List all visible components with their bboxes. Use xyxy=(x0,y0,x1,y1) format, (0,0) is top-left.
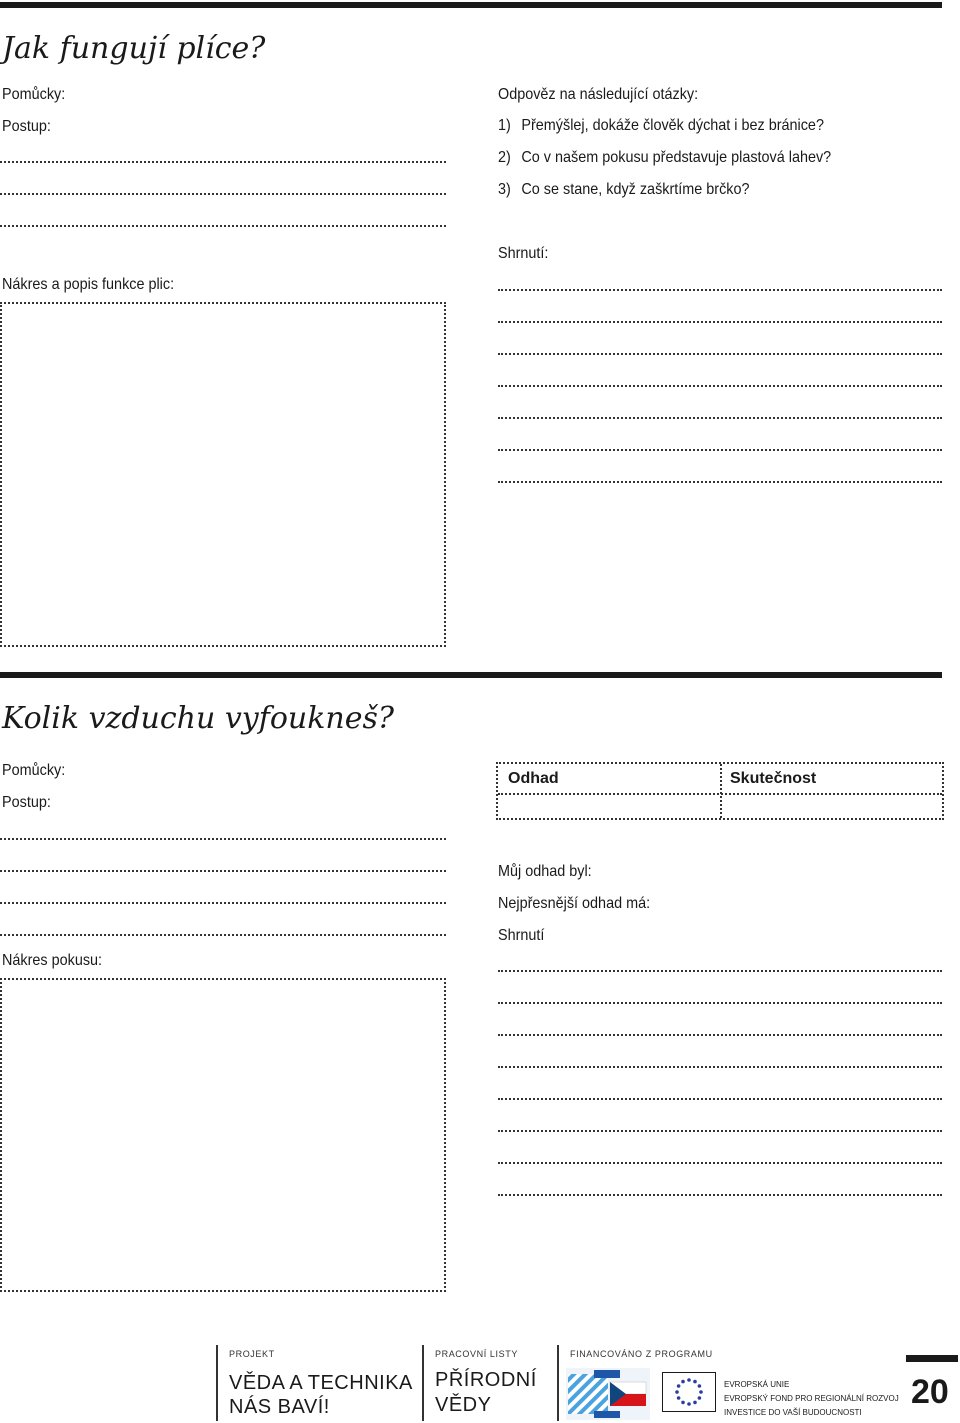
footer-worksheets-name-1: PŘÍRODNÍ xyxy=(435,1369,537,1391)
section1-summary-line-5[interactable] xyxy=(498,417,942,419)
section2-summary-line-7[interactable] xyxy=(498,1162,942,1164)
section2-summary-line-5[interactable] xyxy=(498,1098,942,1100)
footer-project-name-1: VĚDA A TECHNIKA xyxy=(229,1372,413,1394)
section2-summary-label: Shrnutí xyxy=(498,927,545,944)
my-guess-label: Můj odhad byl: xyxy=(498,863,592,880)
section1-summary-line-6[interactable] xyxy=(498,449,942,451)
section2-drawing-label: Nákres pokusu: xyxy=(2,952,103,969)
question-2 xyxy=(498,148,831,168)
eu-line-2: EVROPSKÝ FOND PRO REGIONÁLNÍ ROZVOJ xyxy=(724,1394,899,1403)
section1-summary-line-7[interactable] xyxy=(498,481,942,483)
question-number: 2) xyxy=(498,149,511,166)
footer-separator-1 xyxy=(216,1345,218,1421)
section2-postup-line-2[interactable] xyxy=(0,870,446,872)
footer-project-label: PROJEKT xyxy=(229,1349,275,1359)
section2-pomucky-label: Pomůcky: xyxy=(2,762,66,779)
section2-summary-line-1[interactable] xyxy=(498,970,942,972)
section1-title: Jak fungují plíce? xyxy=(2,31,266,66)
estimate-table xyxy=(496,762,944,820)
estimate-table-header-skutecnost xyxy=(730,769,816,789)
section2-summary-line-8[interactable] xyxy=(498,1194,942,1196)
estimate-table-header-odhad xyxy=(508,769,559,789)
section2-postup-line-3[interactable] xyxy=(0,902,446,904)
section1-pomucky-label: Pomůcky: xyxy=(2,86,66,103)
czech-flag-icon xyxy=(610,1382,646,1406)
section1-postup-line-3[interactable] xyxy=(0,225,446,227)
section1-postup-line-1[interactable] xyxy=(0,161,446,163)
section1-drawing-label: Nákres a popis funkce plic: xyxy=(2,276,175,293)
section1-postup-label: Postup: xyxy=(2,118,51,135)
section2-postup-line-4[interactable] xyxy=(0,934,446,936)
section2-drawing-box[interactable] xyxy=(0,978,446,1292)
question-number: 3) xyxy=(498,181,511,198)
section2-summary-line-3[interactable] xyxy=(498,1034,942,1036)
eu-line-3: INVESTICE DO VAŠÍ BUDOUCNOSTI xyxy=(724,1408,862,1417)
section2-top-bar xyxy=(0,672,942,678)
section1-summary-line-3[interactable] xyxy=(498,353,942,355)
footer-funding-label: FINANCOVÁNO Z PROGRAMU xyxy=(570,1349,713,1359)
eu-line-1: EVROPSKÁ UNIE xyxy=(724,1380,790,1389)
section1-summary-line-2[interactable] xyxy=(498,321,942,323)
question-text: Co v našem pokusu představuje plastová lahev? xyxy=(521,149,832,166)
footer-worksheets-name-2: VĚDY xyxy=(435,1394,492,1416)
section1-summary-line-1[interactable] xyxy=(498,289,942,291)
section1-summary-label: Shrnutí: xyxy=(498,245,549,262)
question-3 xyxy=(498,180,749,200)
eu-flag-icon xyxy=(662,1372,716,1412)
best-guess-label: Nejpřesnější odhad má: xyxy=(498,895,651,912)
section1-postup-line-2[interactable] xyxy=(0,193,446,195)
footer-worksheets-label: PRACOVNÍ LISTY xyxy=(435,1349,518,1359)
estimate-table-cell-skutecnost[interactable] xyxy=(722,795,942,818)
footer-project-name-2: NÁS BAVÍ! xyxy=(229,1396,330,1418)
section1-summary-line-4[interactable] xyxy=(498,385,942,387)
section1-top-bar xyxy=(0,2,942,8)
estimate-table-header-text: Odhad xyxy=(508,770,559,787)
page-number-bar xyxy=(906,1355,958,1362)
question-number: 1) xyxy=(498,117,511,134)
section1-questions-intro: Odpověz na následující otázky: xyxy=(498,86,699,103)
section2-summary-line-4[interactable] xyxy=(498,1066,942,1068)
section2-summary-line-6[interactable] xyxy=(498,1130,942,1132)
section2-summary-line-2[interactable] xyxy=(498,1002,942,1004)
section2-title: Kolik vzduchu vyfoukneš? xyxy=(2,701,394,736)
question-1 xyxy=(498,116,824,136)
estimate-table-header-text: Skutečnost xyxy=(730,770,817,787)
estimate-table-cell-odhad[interactable] xyxy=(498,795,720,818)
footer-separator-3 xyxy=(557,1345,559,1421)
bavarian-lozenges xyxy=(568,1374,608,1414)
footer-separator-2 xyxy=(422,1345,424,1421)
cross-border-program-logo xyxy=(566,1368,650,1420)
section2-postup-label: Postup: xyxy=(2,794,51,811)
question-text: Co se stane, když zaškrtíme brčko? xyxy=(521,181,750,198)
question-text: Přemýšlej, dokáže člověk dýchat i bez bránice? xyxy=(521,117,824,134)
section2-postup-line-1[interactable] xyxy=(0,838,446,840)
section1-drawing-box[interactable] xyxy=(0,302,446,647)
page-number: 20 xyxy=(911,1373,949,1411)
